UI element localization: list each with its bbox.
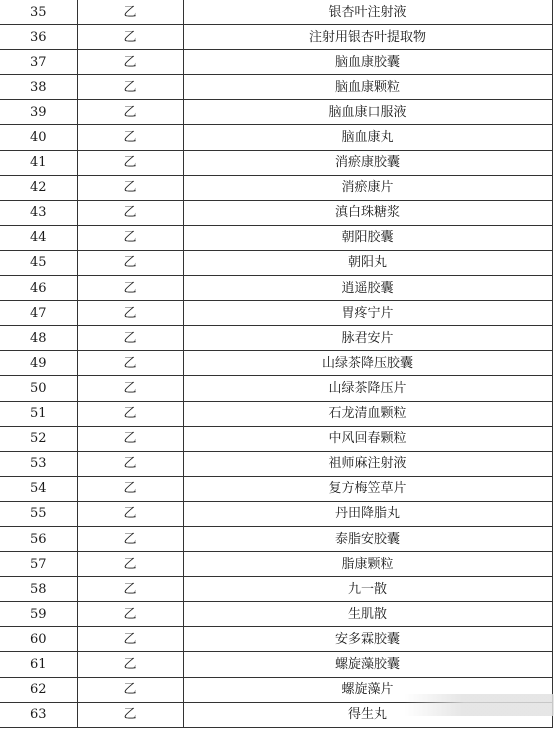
table-row [0, 225, 552, 250]
category-cell: 乙 [77, 276, 183, 301]
table-row [0, 426, 552, 451]
row-number-cell: 42 [0, 175, 77, 200]
row-number-cell: 61 [0, 652, 77, 677]
table-row [0, 276, 552, 301]
category-cell: 乙 [77, 376, 183, 401]
drug-name-cell: 脑血康颗粒 [183, 75, 552, 100]
row-number-cell: 35 [0, 0, 77, 25]
row-number-cell: 43 [0, 200, 77, 225]
row-number-cell: 63 [0, 702, 77, 727]
row-number-cell: 57 [0, 552, 77, 577]
drug-name-cell: 山绿茶降压片 [183, 376, 552, 401]
table-row [0, 526, 552, 551]
drug-name-cell: 丹田降脂丸 [183, 501, 552, 526]
category-cell: 乙 [77, 125, 183, 150]
drug-name-cell: 银杏叶注射液 [183, 0, 552, 25]
table-row [0, 577, 552, 602]
drug-name-cell: 脉君安片 [183, 326, 552, 351]
row-number-cell: 53 [0, 451, 77, 476]
row-number-cell: 46 [0, 276, 77, 301]
drug-name-cell: 逍遥胶囊 [183, 276, 552, 301]
category-cell: 乙 [77, 75, 183, 100]
table-row [0, 175, 552, 200]
category-cell: 乙 [77, 526, 183, 551]
row-number-cell: 51 [0, 401, 77, 426]
drug-name-cell: 石龙清血颗粒 [183, 401, 552, 426]
category-cell: 乙 [77, 225, 183, 250]
row-number-cell: 59 [0, 602, 77, 627]
table-row [0, 602, 552, 627]
watermark-overlay [404, 694, 554, 716]
row-number-cell: 45 [0, 250, 77, 275]
table-row [0, 401, 552, 426]
category-cell: 乙 [77, 501, 183, 526]
drug-name-cell: 山绿茶降压胶囊 [183, 351, 552, 376]
drug-name-cell: 消瘀康片 [183, 175, 552, 200]
row-number-cell: 38 [0, 75, 77, 100]
row-number-cell: 47 [0, 301, 77, 326]
table-row [0, 0, 552, 25]
row-number-cell: 39 [0, 100, 77, 125]
category-cell: 乙 [77, 552, 183, 577]
category-cell: 乙 [77, 351, 183, 376]
category-cell: 乙 [77, 200, 183, 225]
table-row [0, 125, 552, 150]
category-cell: 乙 [77, 301, 183, 326]
category-cell: 乙 [77, 602, 183, 627]
row-number-cell: 62 [0, 677, 77, 702]
category-cell: 乙 [77, 426, 183, 451]
table-row [0, 552, 552, 577]
drug-name-cell: 注射用银杏叶提取物 [183, 25, 552, 50]
table-row [0, 150, 552, 175]
category-cell: 乙 [77, 702, 183, 727]
table-row [0, 100, 552, 125]
category-cell: 乙 [77, 326, 183, 351]
drug-name-cell: 脑血康胶囊 [183, 50, 552, 75]
category-cell: 乙 [77, 0, 183, 25]
table-row [0, 50, 552, 75]
row-number-cell: 58 [0, 577, 77, 602]
drug-name-cell: 生肌散 [183, 602, 552, 627]
category-cell: 乙 [77, 577, 183, 602]
category-cell: 乙 [77, 250, 183, 275]
row-number-cell: 48 [0, 326, 77, 351]
table-row [0, 451, 552, 476]
table-row [0, 351, 552, 376]
category-cell: 乙 [77, 401, 183, 426]
drug-name-cell: 复方梅笠草片 [183, 476, 552, 501]
table-row [0, 627, 552, 652]
table-row [0, 476, 552, 501]
category-cell: 乙 [77, 677, 183, 702]
drug-name-cell: 消瘀康胶囊 [183, 150, 552, 175]
row-number-cell: 56 [0, 526, 77, 551]
row-number-cell: 54 [0, 476, 77, 501]
category-cell: 乙 [77, 150, 183, 175]
drug-name-cell: 滇白珠糖浆 [183, 200, 552, 225]
category-cell: 乙 [77, 50, 183, 75]
row-number-cell: 37 [0, 50, 77, 75]
drug-name-cell: 脑血康口服液 [183, 100, 552, 125]
table-row [0, 200, 552, 225]
table-row [0, 25, 552, 50]
table-row [0, 250, 552, 275]
drug-name-cell: 中风回春颗粒 [183, 426, 552, 451]
drug-name-cell: 脂康颗粒 [183, 552, 552, 577]
drug-name-cell: 螺旋藻片 [183, 677, 552, 702]
drug-name-cell: 朝阳胶囊 [183, 225, 552, 250]
row-number-cell: 41 [0, 150, 77, 175]
category-cell: 乙 [77, 175, 183, 200]
drug-name-cell: 螺旋藻胶囊 [183, 652, 552, 677]
row-number-cell: 60 [0, 627, 77, 652]
table-row [0, 326, 552, 351]
table-row [0, 652, 552, 677]
drug-name-cell: 脑血康丸 [183, 125, 552, 150]
row-number-cell: 40 [0, 125, 77, 150]
drug-name-cell: 泰脂安胶囊 [183, 526, 552, 551]
row-number-cell: 52 [0, 426, 77, 451]
table-row [0, 301, 552, 326]
drug-name-cell: 朝阳丸 [183, 250, 552, 275]
category-cell: 乙 [77, 476, 183, 501]
drug-name-cell: 得生丸 [183, 702, 552, 727]
drug-name-cell: 胃疼宁片 [183, 301, 552, 326]
category-cell: 乙 [77, 451, 183, 476]
table-row [0, 376, 552, 401]
drug-name-cell: 安多霖胶囊 [183, 627, 552, 652]
category-cell: 乙 [77, 25, 183, 50]
table-row [0, 501, 552, 526]
category-cell: 乙 [77, 627, 183, 652]
row-number-cell: 36 [0, 25, 77, 50]
row-number-cell: 49 [0, 351, 77, 376]
row-number-cell: 50 [0, 376, 77, 401]
category-cell: 乙 [77, 100, 183, 125]
row-number-cell: 55 [0, 501, 77, 526]
category-cell: 乙 [77, 652, 183, 677]
drug-name-cell: 九一散 [183, 577, 552, 602]
table-row [0, 75, 552, 100]
row-number-cell: 44 [0, 225, 77, 250]
drug-name-cell: 祖师麻注射液 [183, 451, 552, 476]
